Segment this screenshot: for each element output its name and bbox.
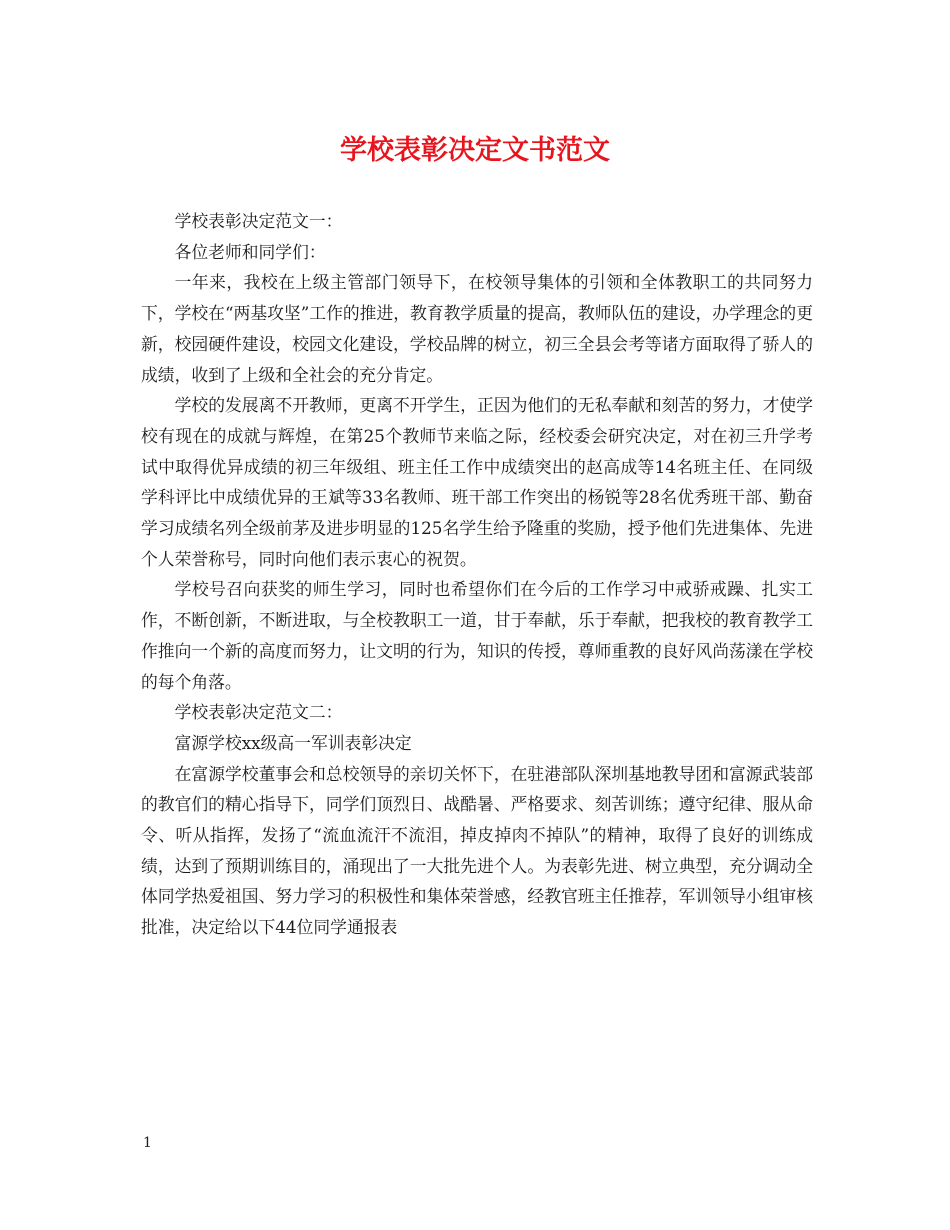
page-number: 1	[143, 1135, 152, 1151]
paragraph-call-to-action: 学校号召向获奖的师生学习，同时也希望你们在今后的工作学习中戒骄戒躁、扎实工作，不断创新，不断进取，与全校教职工一道，甘于奉献，乐于奉献，把我校的教育教学工作推向一个新的高度而努力，让文明的行为，知识的传授，尊师重教的良好风尚荡漾在学校的每个角落。	[141, 579, 813, 692]
salutation: 各位老师和同学们：	[174, 241, 326, 262]
paragraph-awards: 学校的发展离不开教师，更离不开学生，正因为他们的无私奉献和刻苦的努力，才使学校有现在的成就与辉煌，在第25个教师节来临之际，经校委会研究决定，对在初三升学考试中取得优异成绩的初三年级组、班主任工作中成绩突出的赵高成等14名班主任、在同级学科评比中成绩优异的王斌等33名教师、班干部工作突出的杨锐等28名优秀班干部、勤奋学习成绩名列全级前茅及进步明显的125名学生给予隆重的奖励，授予他们先进集体、先进个人荣誉称号，同时向他们表示衷心的祝贺。	[141, 395, 813, 569]
section-heading-two: 学校表彰决定范文二：	[174, 702, 343, 723]
subheading-military-training: 富源学校xx级高一军训表彰决定	[174, 732, 412, 753]
paragraph-achievements: 一年来，我校在上级主管部门领导下，在校领导集体的引领和全体教职工的共同努力下，学校在“两基攻坚”工作的推进，教育教学质量的提高，教师队伍的建设，办学理念的更新，校园硬件建设，校园文化建设，学校品牌的树立，初三全县会考等诸方面取得了骄人的成绩，收到了上级和全社会的充分肯定。	[141, 272, 813, 385]
section-heading-one: 学校表彰决定范文一：	[174, 211, 343, 231]
paragraph-military-training: 在富源学校董事会和总校领导的亲切关怀下，在驻港部队深圳基地教导团和富源武装部的教官们的精心指导下，同学们顶烈日、战酷暑、严格要求、刻苦训练；遵守纪律、服从命令、听从指挥，发扬了“流血流汗不流泪，掉皮掉肉不掉队”的精神，取得了良好的训练成绩，达到了预期训练目的，涌现出了一大批先进个人。为表彰先进、树立典型，充分调动全体同学热爱祖国、努力学习的积极性和集体荣誉感，经教官班主任推荐，军训领导小组审核批准，决定给以下44位同学通报表	[141, 763, 813, 938]
document-body	[141, 206, 813, 943]
document-title: 学校表彰决定文书范文	[340, 135, 610, 166]
